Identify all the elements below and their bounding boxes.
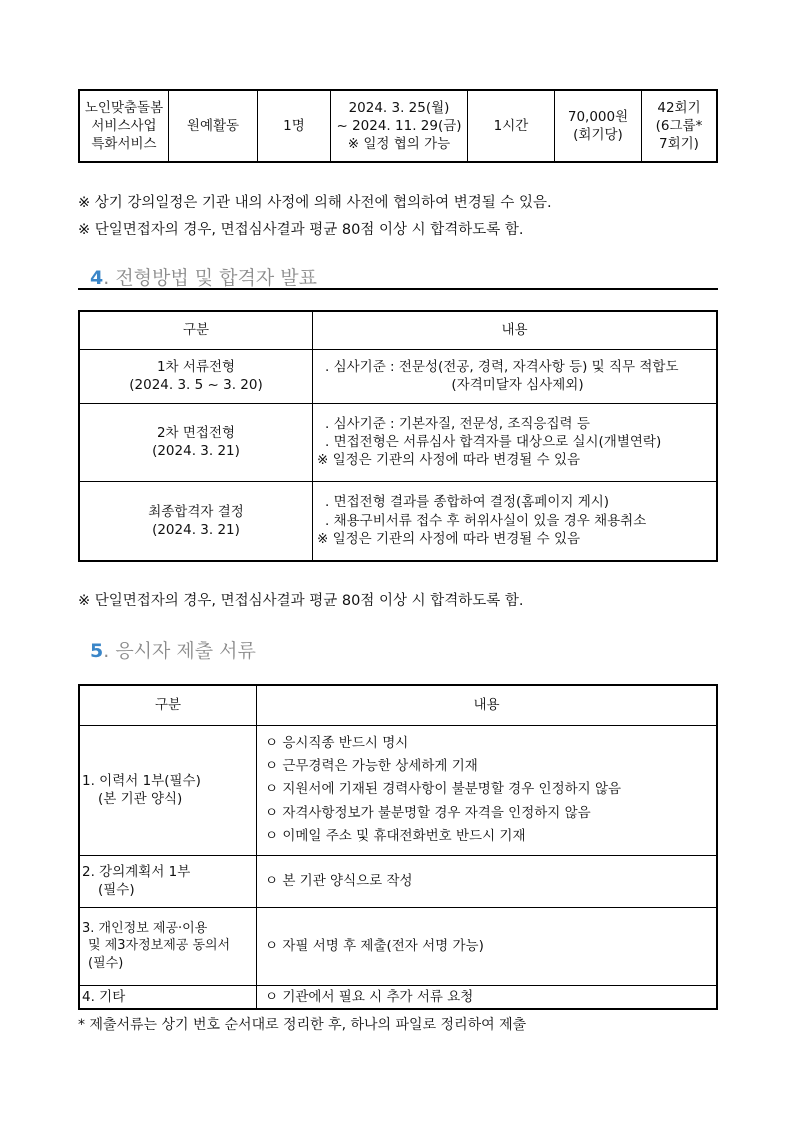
table-row — [79, 349, 717, 403]
header-category: 구분 — [79, 311, 313, 349]
documents-table — [78, 684, 718, 1010]
category-cell: 1차 서류전형 (2024. 3. 5 ~ 3. 20) — [79, 349, 313, 403]
header-content: 내용 — [257, 685, 718, 725]
table-header-row — [79, 685, 717, 725]
submission-footnote: * 제출서류는 상기 번호 순서대로 정리한 후, 하나의 파일로 정리하여 제출 — [78, 1017, 527, 1033]
header-content: 내용 — [313, 311, 718, 349]
count-cell: 1명 — [258, 90, 331, 162]
activity-cell: 원예활동 — [169, 90, 258, 162]
program-cell: 노인맞춤돌봄 서비스사업 특화서비스 — [79, 90, 169, 162]
table-row — [79, 907, 717, 985]
content-cell: . 면접전형 결과를 종합하여 결정(홈페이지 게시) . 채용구비서류 접수 후 허위사실이 있을 경우 채용취소 ※ 일정은 기관의 사정에 따라 변경될 수 있음 — [313, 481, 718, 561]
category-cell: 2차 면접전형 (2024. 3. 21) — [79, 403, 313, 481]
fee-cell: 70,000원 (회기당) — [555, 90, 642, 162]
table-row — [79, 855, 717, 907]
content-cell: ㅇ 자필 서명 후 제출(전자 서명 가능) — [257, 907, 718, 985]
single-interviewee-note: ※ 단일면접자의 경우, 면접심사결과 평균 80점 이상 시 합격하도록 함. — [78, 222, 524, 238]
content-cell: ㅇ 본 기관 양식으로 작성 — [257, 855, 718, 907]
section4-heading: 4. 전형방법 및 합격자 발표 — [90, 267, 317, 289]
selection-table — [78, 310, 718, 562]
table-row — [79, 725, 717, 855]
header-category: 구분 — [79, 685, 257, 725]
category-cell: 4. 기타 — [79, 985, 257, 1009]
content-cell: ㅇ 응시직종 반드시 명시 ㅇ 근무경력은 가능한 상세하게 기재 ㅇ 지원서에 기재된 경력사항이 불분명할 경우 인정하지 않음 ㅇ 자격사항정보가 불분명할 경우 자격을 인정하지 않음 ㅇ 이메일 주소 및 휴대전화번호 반드시 기재 — [257, 725, 718, 855]
category-cell: 최종합격자 결정 (2024. 3. 21) — [79, 481, 313, 561]
section5-heading: 5. 응시자 제출 서류 — [90, 640, 256, 662]
category-cell: 2. 강의계획서 1부 (필수) — [79, 855, 257, 907]
sessions-cell: 42회기 (6그룹* 7회기) — [642, 90, 718, 162]
schedule-note: ※ 상기 강의일정은 기관 내의 사정에 의해 사전에 협의하여 변경될 수 있음. — [78, 195, 552, 211]
table-row — [79, 403, 717, 481]
table-header-row — [79, 311, 717, 349]
table-row — [79, 90, 717, 162]
table-row — [79, 481, 717, 561]
content-cell: . 심사기준 : 전문성(전공, 경력, 자격사항 등) 및 직무 적합도 (자격미달자 심사제외) — [313, 349, 718, 403]
category-cell: 3. 개인정보 제공·이용 및 제3자정보제공 동의서 (필수) — [79, 907, 257, 985]
section4-rule — [78, 288, 718, 290]
period-cell: 2024. 3. 25(월) ~ 2024. 11. 29(금) ※ 일정 협의 가능 — [331, 90, 468, 162]
content-cell: . 심사기준 : 기본자질, 전문성, 조직응집력 등 . 면접전형은 서류심사 합격자를 대상으로 실시(개별연락) ※ 일정은 기관의 사정에 따라 변경될 수 있음 — [313, 403, 718, 481]
program-table — [78, 89, 718, 163]
category-cell: 1. 이력서 1부(필수) (본 기관 양식) — [79, 725, 257, 855]
table-row — [79, 985, 717, 1009]
single-interviewee-note-2: ※ 단일면접자의 경우, 면접심사결과 평균 80점 이상 시 합격하도록 함. — [78, 593, 524, 609]
duration-cell: 1시간 — [468, 90, 555, 162]
content-cell: ㅇ 기관에서 필요 시 추가 서류 요청 — [257, 985, 718, 1009]
